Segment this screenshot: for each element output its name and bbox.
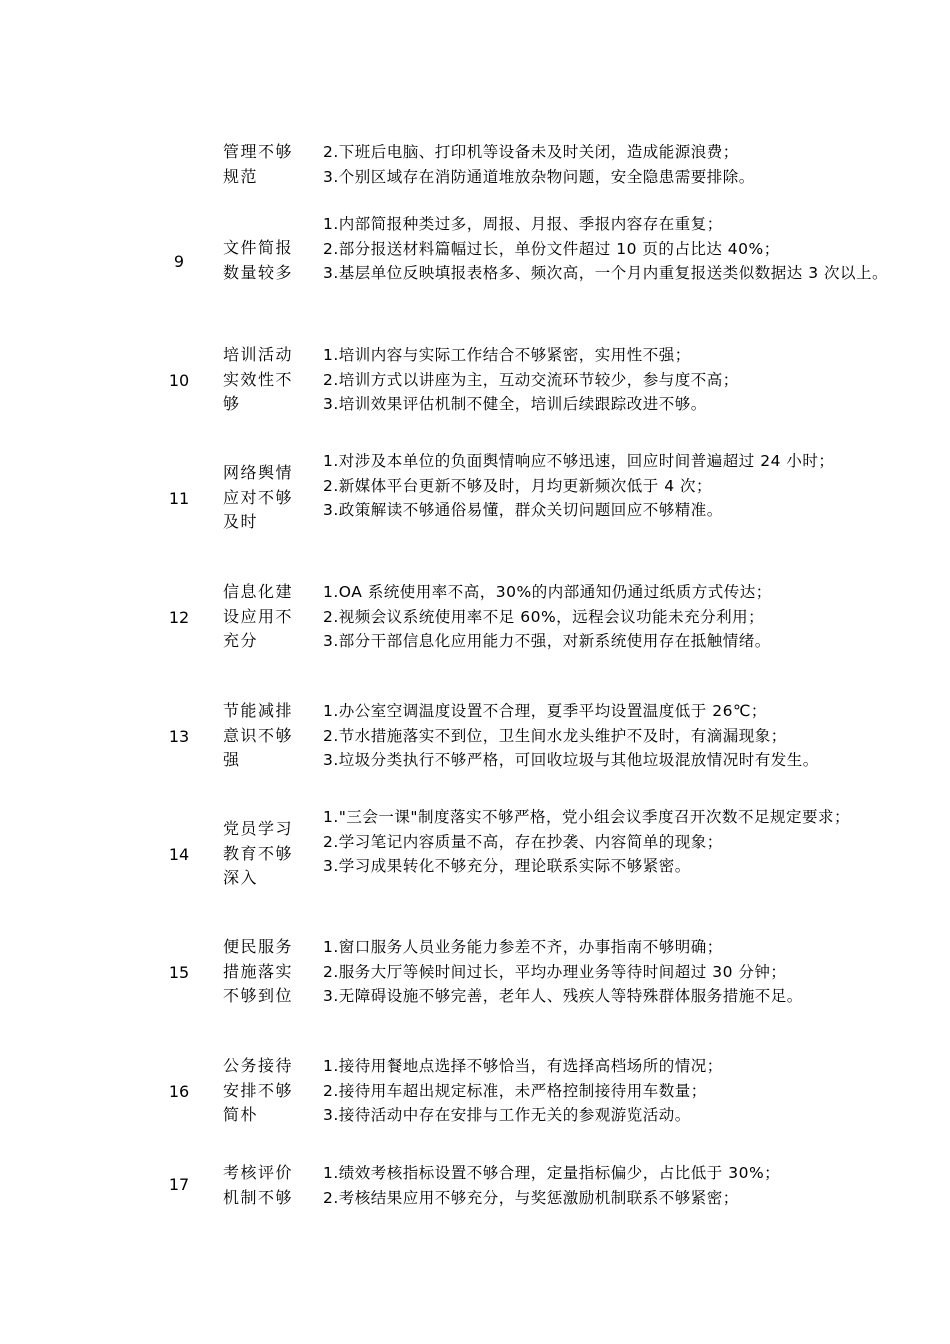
list-item: 2.新媒体平台更新不够及时，月均更新频次低于 4 次；	[323, 476, 713, 495]
row-number: 11	[168, 489, 190, 508]
row-title: 公务接待安排不够简朴	[223, 1056, 294, 1124]
row-items	[323, 140, 915, 189]
row-items	[323, 1161, 915, 1210]
row-title: 培训活动实效性不够	[223, 345, 294, 413]
list-item: 2.视频会议系统使用率不足 60%，远程会议功能未充分利用；	[323, 607, 765, 626]
list-item: 3.个别区域存在消防通道堆放杂物问题，安全隐患需要排除。	[323, 167, 755, 186]
row-number: 13	[168, 727, 190, 746]
list-item: 3.基层单位反映填报表格多、频次高，一个月内重复报送类似数据达 3 次以上。	[323, 264, 889, 282]
row-title: 信息化建设应用不充分	[223, 582, 294, 650]
list-item: 3.学习成果转化不够充分，理论联系实际不够紧密。	[323, 857, 691, 875]
row-title: 管理不够规范	[223, 142, 294, 186]
row-items	[323, 935, 915, 1009]
list-item: 2.学习笔记内容质量不高，存在抄袭、内容简单的现象；	[323, 832, 723, 851]
row-number: 17	[168, 1175, 190, 1194]
row-title: 考核评价机制不够	[223, 1163, 294, 1207]
row-number: 15	[168, 963, 190, 982]
list-item: 3.垃圾分类执行不够严格，可回收垃圾与其他垃圾混放情况时有发生。	[323, 751, 819, 769]
row-number: 16	[168, 1082, 190, 1101]
list-item: 1."三会一课"制度落实不够严格，党小组会议季度召开次数不足规定要求；	[323, 808, 851, 826]
list-item: 2.培训方式以讲座为主，互动交流环节较少，参与度不高；	[323, 370, 739, 389]
list-item: 1.绩效考核指标设置不够合理，定量指标偏少，占比低于 30%；	[323, 1164, 781, 1182]
row-items	[323, 699, 915, 773]
row-items	[323, 449, 915, 523]
list-item: 1.办公室空调温度设置不合理，夏季平均设置温度低于 26℃；	[323, 702, 767, 720]
row-title: 网络舆情应对不够及时	[223, 463, 294, 531]
list-item: 2.服务大厅等候时间过长，平均办理业务等待时间超过 30 分钟；	[323, 962, 787, 981]
list-item: 2.考核结果应用不够充分，与奖惩激励机制联系不够紧密；	[323, 1188, 739, 1207]
list-item: 2.节水措施落实不到位，卫生间水龙头维护不及时，有滴漏现象；	[323, 726, 787, 745]
list-item: 1.内部简报种类过多，周报、月报、季报内容存在重复；	[323, 215, 723, 233]
list-item: 3.部分干部信息化应用能力不强，对新系统使用存在抵触情绪。	[323, 632, 771, 650]
list-item: 2.接待用车超出规定标准，未严格控制接待用车数量；	[323, 1081, 707, 1100]
row-number: 14	[168, 845, 190, 864]
row-number: 10	[168, 371, 190, 390]
list-item: 1.窗口服务人员业务能力参差不齐，办事指南不够明确；	[323, 938, 723, 956]
list-item: 3.政策解读不够通俗易懂，群众关切问题回应不够精准。	[323, 501, 723, 519]
list-item: 3.培训效果评估机制不健全，培训后续跟踪改进不够。	[323, 395, 707, 413]
row-items	[323, 212, 915, 286]
row-number: 9	[173, 252, 185, 271]
row-title: 党员学习教育不够深入	[223, 819, 294, 887]
row-title: 文件简报数量较多	[223, 238, 294, 282]
list-item: 1.接待用餐地点选择不够恰当，有选择高档场所的情况；	[323, 1057, 723, 1075]
row-number: 12	[168, 608, 190, 627]
row-items	[323, 805, 915, 879]
list-item: 2.部分报送材料篇幅过长，单份文件超过 10 页的占比达 40%；	[323, 239, 780, 258]
row-items	[323, 1054, 915, 1128]
list-item: 2.下班后电脑、打印机等设备未及时关闭，造成能源浪费；	[323, 143, 739, 161]
row-items	[323, 343, 915, 417]
list-item: 1.OA 系统使用率不高，30%的内部通知仍通过纸质方式传达；	[323, 583, 772, 601]
list-item: 1.对涉及本单位的负面舆情响应不够迅速，回应时间普遍超过 24 小时；	[323, 452, 835, 470]
row-title: 节能减排意识不够强	[223, 701, 294, 769]
list-item: 3.无障碍设施不够完善，老年人、残疾人等特殊群体服务措施不足。	[323, 987, 803, 1005]
row-items	[323, 580, 915, 654]
list-item: 3.接待活动中存在安排与工作无关的参观游览活动。	[323, 1106, 691, 1124]
list-item: 1.培训内容与实际工作结合不够紧密，实用性不强；	[323, 346, 691, 364]
row-title: 便民服务措施落实不够到位	[223, 937, 294, 1005]
